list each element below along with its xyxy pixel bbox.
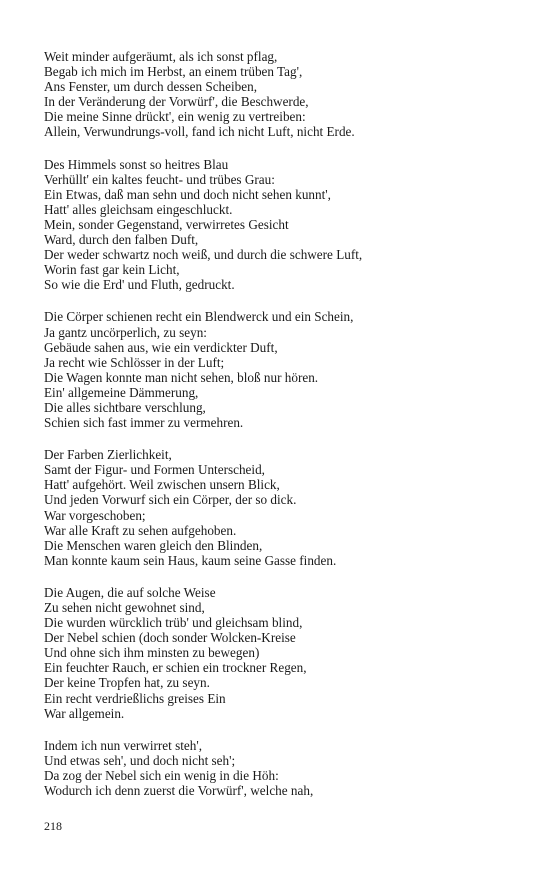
poem-line: So wie die Erd' und Fluth, gedruckt. — [44, 277, 235, 293]
poem-line: Die meine Sinne drückt', ein wenig zu vertreiben: — [44, 109, 306, 125]
poem-line: Ein recht verdrießlichs greises Ein — [44, 690, 226, 706]
poem-line: Ja gantz uncörperlich, zu seyn: — [44, 324, 207, 340]
poem-line: Samt der Figur- und Formen Unterscheid, — [44, 462, 265, 478]
poem-line: Zu sehen nicht gewohnet sind, — [44, 600, 205, 615]
poem-line: Und etwas seh', und doch nicht seh'; — [44, 752, 236, 768]
stanza — [44, 738, 534, 798]
stanza — [44, 157, 534, 293]
poem-line: Hatt' alles gleichsam eingeschluckt. — [44, 201, 233, 217]
poem-line: Mein, sonder Gegenstand, verwirretes Gesicht — [44, 216, 289, 232]
poem-line: Die wurden würcklich trüb' und gleichsam blind, — [44, 615, 303, 631]
poem-line: Ein Etwas, daß man sehn und doch nicht sehen kunnt', — [44, 186, 331, 202]
poem-line: Da zog der Nebel sich ein wenig in die Höh: — [44, 767, 279, 783]
poem-line: Gebäude sahen aus, wie ein verdickter Duft, — [44, 339, 278, 355]
poem-line: Der Farben Zierlichkeit, — [44, 447, 172, 463]
stanza — [44, 49, 534, 140]
stanza — [44, 309, 534, 430]
poem-line: Die Wagen konnte man nicht sehen, bloß nur hören. — [44, 369, 319, 385]
poem-line: Ans Fenster, um durch dessen Scheiben, — [44, 79, 257, 95]
poem-line: Worin fast gar kein Licht, — [44, 262, 180, 278]
stanza — [44, 447, 534, 568]
poem-line: Weit minder aufgeräumt, als ich sonst pflag, — [44, 49, 278, 64]
poem-line: War alle Kraft zu sehen aufgehoben. — [44, 522, 237, 538]
poem-line: Die alles sichtbare verschlung, — [44, 399, 206, 415]
poem-line: Wodurch ich denn zuerst die Vorwürf', welche nah, — [44, 783, 314, 799]
poem-line: In der Veränderung der Vorwürf', die Beschwerde, — [44, 94, 309, 110]
poem-line: Ward, durch den falben Duft, — [44, 232, 199, 248]
poem-line: Der keine Tropfen hat, zu seyn. — [44, 675, 210, 691]
poem-line: Indem ich nun verwirret steh', — [44, 737, 203, 753]
poem-line: Allein, Verwundrungs-voll, fand ich nicht Luft, nicht Erde. — [44, 124, 355, 140]
poem-line: Die Cörper schienen recht ein Blendwerck und ein Schein, — [44, 309, 354, 325]
poem-line: Ein feuchter Rauch, er schien ein trockner Regen, — [44, 660, 307, 676]
poem-text — [44, 49, 534, 815]
poem-line: Die Menschen waren gleich den Blinden, — [44, 537, 263, 553]
poem-line: Die Augen, die auf solche Weise — [44, 584, 216, 600]
poem-line: War vorgeschoben; — [44, 507, 146, 523]
poem-line: Des Himmels sonst so heitres Blau — [44, 156, 229, 172]
poem-line: Verhüllt' ein kaltes feucht- und trübes Grau: — [44, 171, 275, 187]
page-number: 218 — [44, 819, 62, 833]
poem-line: Hatt' aufgehört. Weil zwischen unsern Blick, — [44, 477, 280, 493]
poem-line: Schien sich fast immer zu vermehren. — [44, 415, 244, 431]
stanza — [44, 585, 534, 721]
poem-line: Der weder schwartz noch weiß, und durch die schwere Luft, — [44, 247, 363, 263]
poem-line: Der Nebel schien (doch sonder Wolcken-Kreise — [44, 630, 296, 646]
poem-line: Und jeden Vorwurf sich ein Cörper, der so dick. — [44, 492, 297, 508]
poem-line: Ja recht wie Schlösser in der Luft; — [44, 354, 225, 370]
poem-line: Begab ich mich im Herbst, an einem trüben Tag', — [44, 64, 303, 80]
poem-line: Ein' allgemeine Dämmerung, — [44, 384, 199, 400]
poem-line: Man konnte kaum sein Haus, kaum seine Gasse finden. — [44, 552, 337, 568]
poem-line: War allgemein. — [44, 705, 125, 721]
poem-line: Und ohne sich ihm minsten zu bewegen) — [44, 645, 260, 661]
